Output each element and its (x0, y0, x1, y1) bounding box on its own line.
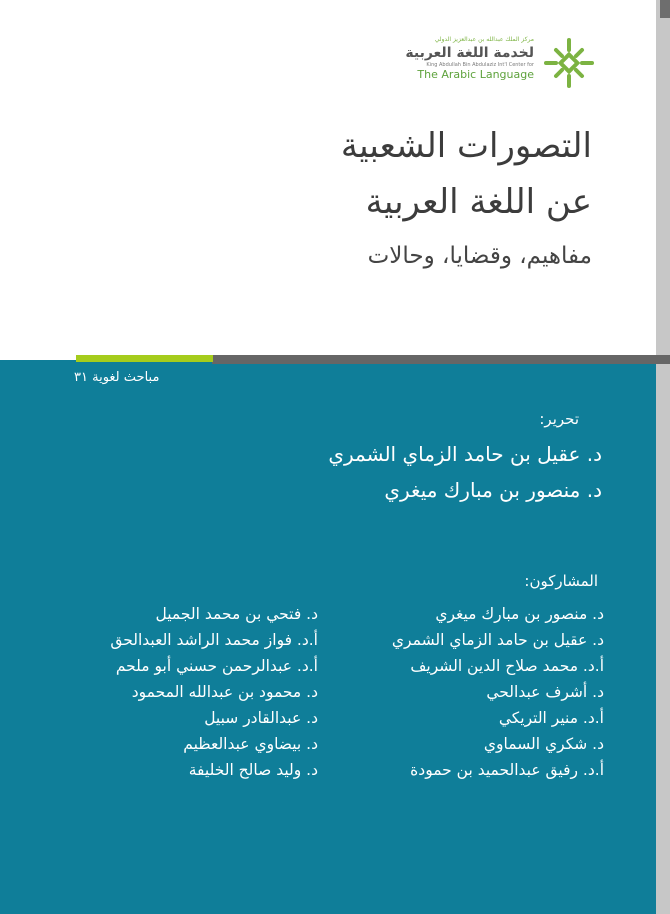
contributor-item: د. أشرف عبدالحي (486, 683, 604, 701)
editing-label: تحرير: (539, 410, 579, 428)
logo-english-small: King Abdullah Bin Abdulaziz Int'l Center for (426, 62, 534, 68)
contributor-item: أ.د. عبدالرحمن حسني أبو ملحم (115, 657, 318, 675)
contributors-label: المشاركون: (524, 572, 598, 590)
page-edge-dark (660, 0, 670, 18)
contributor-item: د. محمود بن عبدالله المحمود (131, 683, 318, 701)
logo-english-name: The Arabic Language (417, 68, 534, 81)
book-subtitle: مفاهيم، وقضايا، وحالات (367, 243, 592, 269)
contributor-item: أ.د. منير التريكي (498, 709, 604, 727)
contributor-item: د. وليد صالح الخليفة (188, 761, 318, 779)
editor-name: د. عقيل بن حامد الزماي الشمري (328, 442, 602, 466)
logo-text (405, 36, 534, 81)
center-logo (366, 34, 596, 96)
contributor-item: د. شكري السماوي (483, 735, 604, 753)
contributors-right-column (392, 601, 604, 783)
band-green-bar (76, 355, 213, 362)
contributors-left-column (110, 601, 318, 783)
contributor-item: أ.د. رفيق عبدالحميد بن حمودة (410, 761, 604, 779)
editor-name: د. منصور بن مبارك ميغري (384, 478, 602, 502)
contributor-item: د. عقيل بن حامد الزماي الشمري (391, 631, 604, 649)
logo-arabic-name: لخدمة اللغة العربية (405, 45, 534, 61)
contributor-item: أ.د. فواز محمد الراشد العبدالحق (110, 631, 318, 649)
series-label: مباحث لغوية ٣١ (74, 370, 160, 385)
book-title-line-1: التصورات الشعبية (340, 126, 592, 166)
contributor-item: د. بيضاوي عبدالعظيم (183, 735, 318, 753)
contributor-item: د. منصور بن مبارك ميغري (435, 605, 604, 623)
contributor-item: أ.د. محمد صلاح الدين الشريف (410, 657, 604, 675)
logo-top-text: مركز الملك عبدالله بن عبدالعزيز الدولي (434, 36, 534, 43)
contributor-item: د. فتحي بن محمد الجميل (155, 605, 318, 623)
contributor-item: د. عبدالقادر سبيل (204, 709, 318, 727)
page-edge (656, 0, 670, 914)
band-gray-bar (212, 355, 670, 364)
book-title-line-2: عن اللغة العربية (365, 182, 592, 222)
logo-emblem-icon (542, 36, 596, 90)
